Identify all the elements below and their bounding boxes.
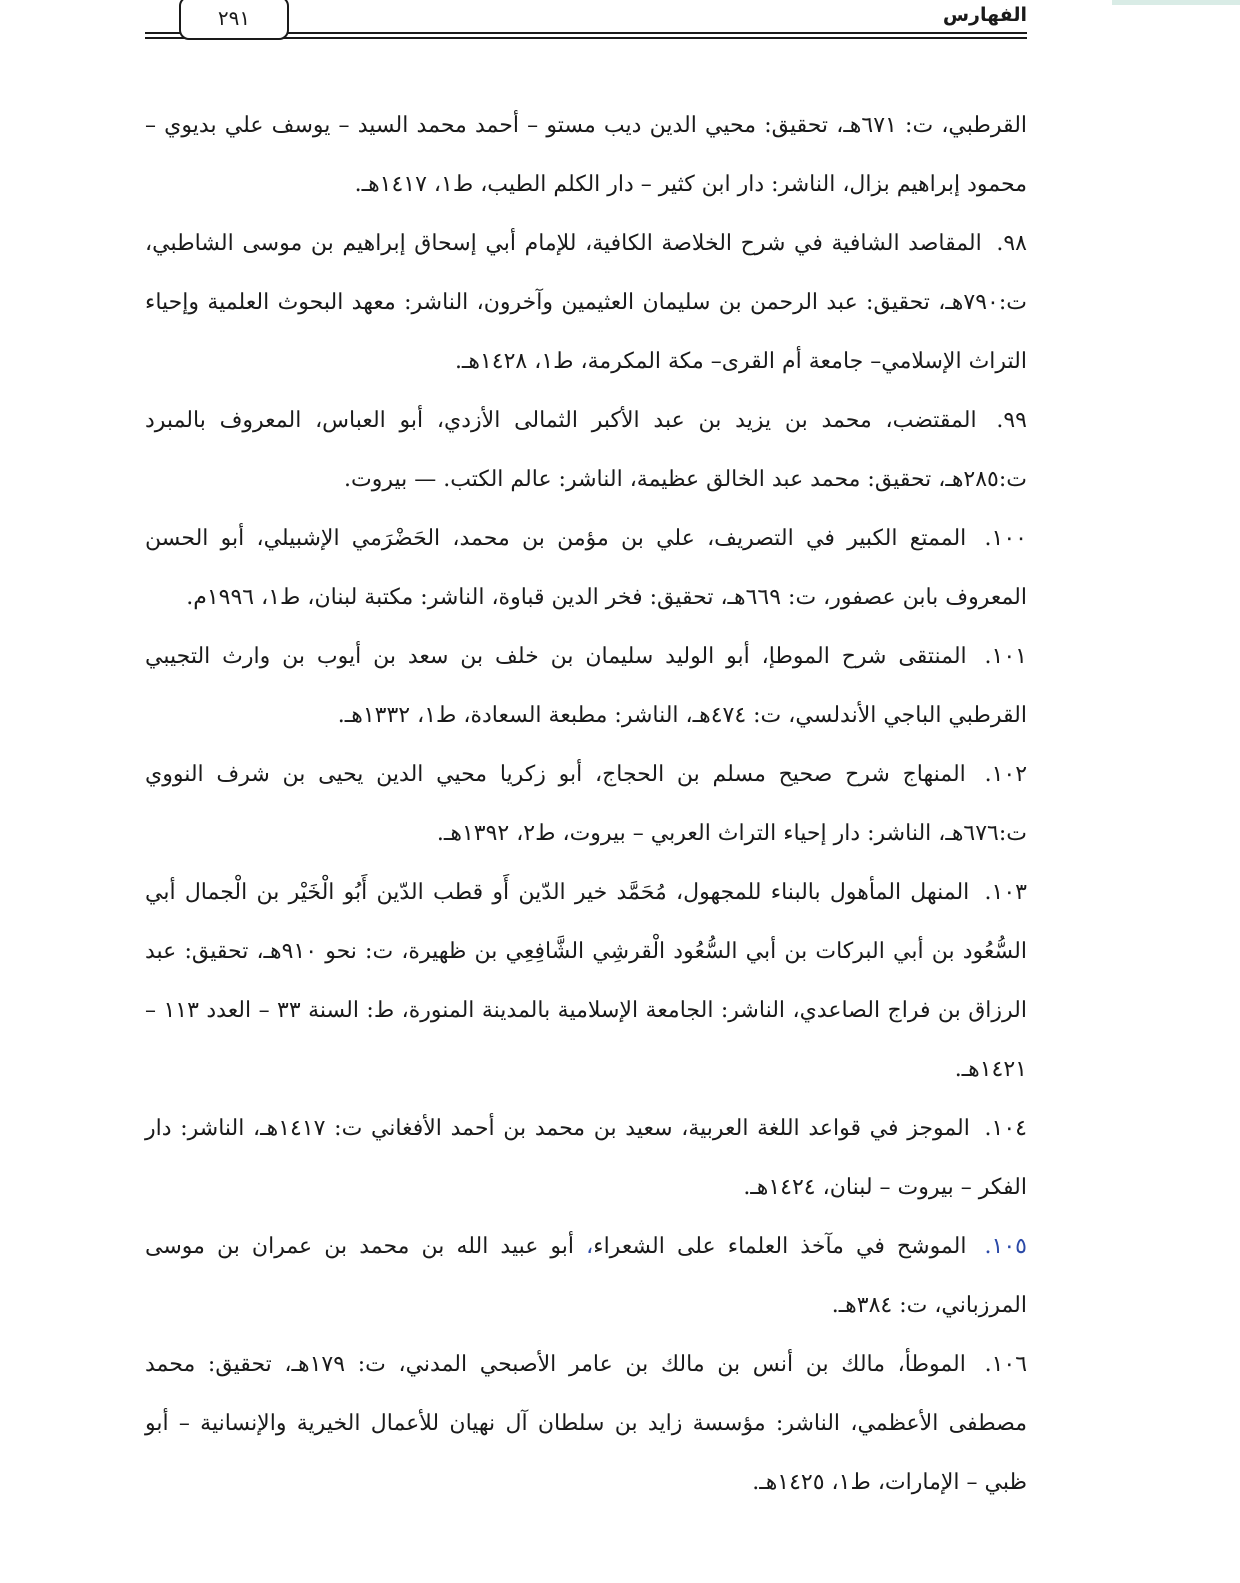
entry-number: ١٠٥. — [984, 1234, 1027, 1259]
entry-98 — [145, 214, 1027, 391]
entry-number: ١٠٣. — [984, 880, 1027, 905]
entry-number: ١٠١. — [984, 644, 1027, 669]
entry-text: المنهاج شرح صحيح مسلم بن الحجاج، أبو زكريا محيي الدين يحيى بن شرف النووي ت:٦٧٦هـ، الناشر: دار إحياء التراث العربي – بيروت، ط٢، ١٣٩٢هـ. — [145, 762, 1027, 846]
entry-number: ١٠٠. — [984, 526, 1027, 551]
entry-101 — [145, 627, 1027, 745]
entry-105 — [145, 1217, 1027, 1335]
continued-entry: القرطبي، ت: ٦٧١هـ، تحقيق: محيي الدين ديب مستو – أحمد محمد السيد – يوسف علي بديوي – محمود إبراهيم بزال، الناشر: دار ابن كثير – دار الكلم الطيب، ط١، ١٤١٧هـ. — [145, 113, 1028, 197]
entry-number: ١٠٤. — [984, 1116, 1027, 1141]
entry-text: المنتقى شرح الموطإ، أبو الوليد سليمان بن خلف بن سعد بن أيوب بن وارث التجيبي القرطبي الباجي الأندلسي، ت: ٤٧٤هـ، الناشر: مطبعة السعادة، ط١، ١٣٣٢هـ. — [145, 644, 1027, 728]
entry-100 — [145, 509, 1027, 627]
entry-text: الممتع الكبير في التصريف، علي بن مؤمن بن محمد، الحَضْرَمي الإشبيلي، أبو الحسن المعروف بابن عصفور، ت: ٦٦٩هـ، تحقيق: فخر الدين قباوة، الناشر: مكتبة لبنان، ط١، ١٩٩٦م. — [145, 526, 1027, 610]
entry-text: المقاصد الشافية في شرح الخلاصة الكافية، للإمام أبي إسحاق إبراهيم بن موسى الشاطبي، ت:٧٩٠هـ، تحقيق: عبد الرحمن بن سليمان العثيمين وآخرون، الناشر: معهد البحوث العلمية وإحياء التراث الإسلامي– جامعة أم القرى– مكة المكرمة، ط١، ١٤٢٨هـ. — [145, 231, 1027, 374]
entry-title: الموشح في مآخذ العلماء على الشعراء — [593, 1234, 967, 1259]
entry-106 — [145, 1335, 1027, 1512]
corner-mark — [1112, 0, 1240, 5]
entry-text: المقتضب، محمد بن يزيد بن عبد الأكبر الثمالى الأزدي، أبو العباس، المعروف بالمبرد ت:٢٨٥هـ، تحقيق: محمد عبد الخالق عظيمة، الناشر: عالم الكتب. — بيروت. — [145, 408, 1027, 492]
index-content — [145, 96, 1027, 1512]
entry-text: المنهل المأهول بالبناء للمجهول، مُحَمَّد خير الدّين أَو قطب الدّين أَبُو الْخَيْر بن الْجمال أبي السُّعُود بن أبي البركات بن أبي السُّعُود الْقرشِي الشَّافِعِي بن ظهيرة، ت: نحو ٩١٠هـ، تحقيق: عبد الرزاق بن فراج الصاعدي، الناشر: الجامعة الإسلامية بالمدينة المنورة، ط: السنة ٣٣ – العدد ١١٣ – ١٤٢١هـ. — [145, 880, 1027, 1082]
entry-text: الموجز في قواعد اللغة العربية، سعيد بن محمد بن أحمد الأفغاني ت: ١٤١٧هـ، الناشر: دار الفكر – بيروت – لبنان، ١٤٢٤هـ. — [145, 1116, 1027, 1200]
entry-number: ١٠٢. — [984, 762, 1028, 787]
entry-text: الموطأ، مالك بن أنس بن مالك بن عامر الأصبحي المدني، ت: ١٧٩هـ، تحقيق: محمد مصطفى الأعظمي، الناشر: مؤسسة زايد بن سلطان آل نهيان للأعمال الخيرية والإنسانية – أبو ظبي – الإمارات، ط١، ١٤٢٥هـ. — [145, 1352, 1027, 1495]
entry-text: أبو عبيد الله بن محمد بن عمران بن موسى المرزباني، ت: ٣٨٤هـ. — [145, 1234, 1027, 1318]
entry-99 — [145, 391, 1027, 509]
entry-number: ٩٨. — [996, 231, 1027, 256]
entry-comma: ، — [586, 1234, 594, 1259]
section-title: الفهارس — [942, 4, 1027, 26]
entry-102 — [145, 745, 1027, 863]
page-header — [145, 0, 1027, 45]
entry-number: ٩٩. — [996, 408, 1027, 433]
entry-number: ١٠٦. — [984, 1352, 1028, 1377]
entry-103 — [145, 863, 1027, 1099]
page-number: ٢٩١ — [179, 0, 289, 40]
entry-104 — [145, 1099, 1027, 1217]
